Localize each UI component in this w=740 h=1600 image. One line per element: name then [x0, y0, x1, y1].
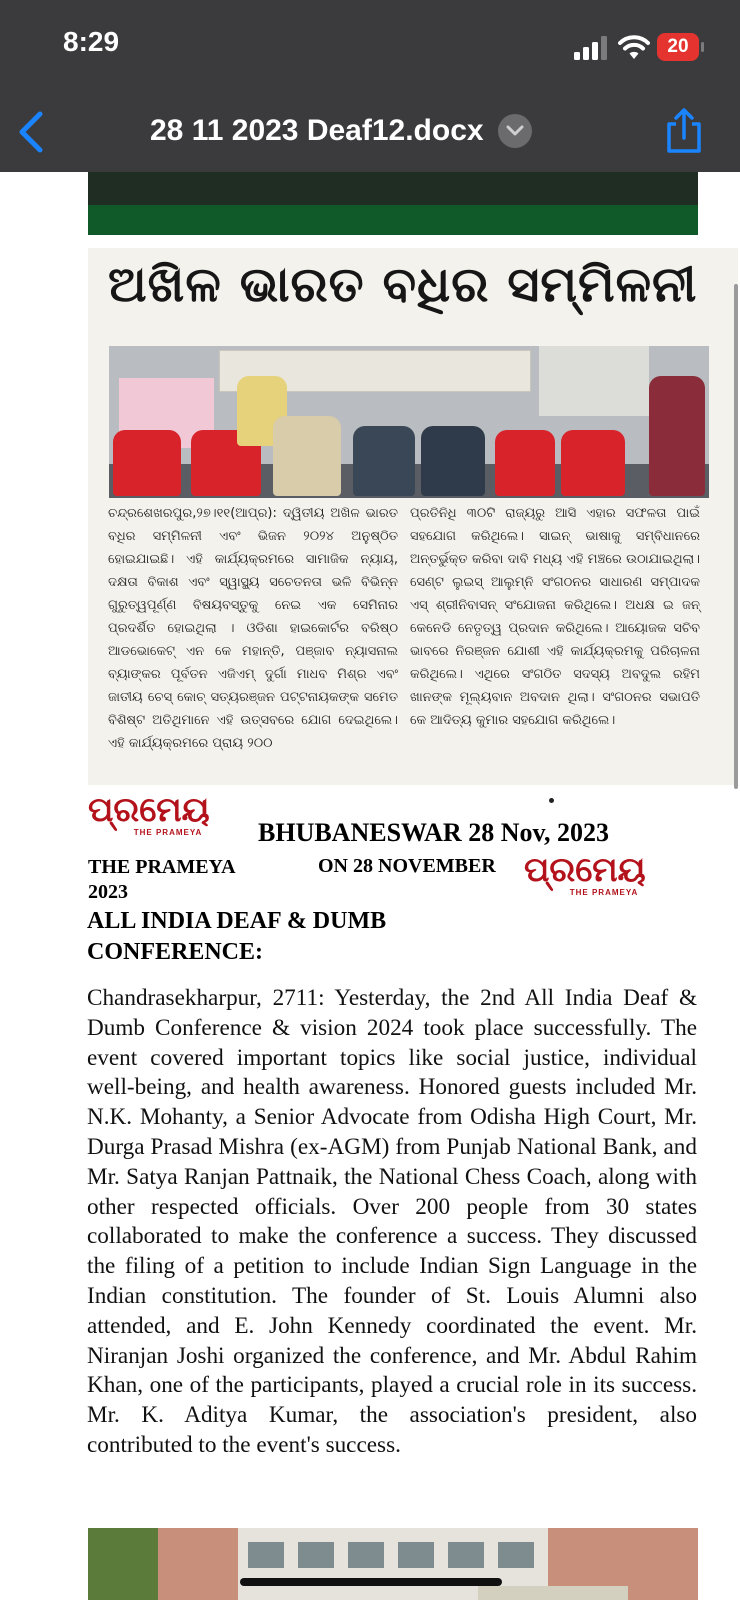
prameya-logo-secondary: [524, 852, 684, 904]
photo-tree: [88, 1528, 158, 1600]
prameya-logo-secondary-subtitle: THE PRAMEYA: [569, 888, 639, 897]
battery-level: 20: [667, 36, 689, 57]
person-4: [273, 416, 341, 496]
article-source-year: 2023: [88, 881, 128, 903]
building-window: [448, 1542, 484, 1568]
prameya-logo: [88, 792, 248, 844]
article-dateline: BHUBANESWAR 28 Nov, 2023: [258, 818, 610, 847]
top-bar: [0, 0, 740, 172]
status-time: 8:29: [63, 26, 120, 57]
person-8: [561, 430, 625, 496]
share-icon[interactable]: [664, 108, 704, 154]
article-body: Chandrasekharpur, 2711: Yesterday, the 2nd All India Deaf & Dumb Conference & vision 2024 took place successfully. The event covered important topics like social justice, individual well-being, and health awareness. Honored guests included Mr. N.K. Mohanty, a Senior Advocate from Odisha High Court, Mr. Durga Prasad Mishra (ex-AGM) from Punjab National Bank, and Mr. Satya Ranjan Pattnaik, the National Chess Coach, along with other respected officials. Over 200 people from 30 states collaborated to make the conference a success. They discussed the filing of a petition to include Indian Sign Language in the Indian constitution. The founder of St. Louis Alumni also attended, and E. John Kennedy coordinated the event. Mr. Niranjan Joshi organized the conference, and Mr. Abdul Rahim Khan, one of the participants, played a crucial role in its success. Mr. K. Aditya Kumar, the association's president, also contributed to the event's success.: [87, 985, 697, 1458]
photo-lawn: [88, 205, 698, 235]
photo-building: [238, 1528, 548, 1600]
text-dot: [549, 798, 554, 803]
newspaper-clipping: [88, 248, 738, 785]
article-headline: ALL INDIA DEAF & DUMB CONFERENCE:: [87, 908, 387, 965]
home-indicator[interactable]: [240, 1578, 502, 1586]
article-date-text: ON 28 NOVEMBER: [318, 855, 496, 877]
chevron-down-icon: [506, 125, 524, 137]
building-window: [398, 1542, 434, 1568]
prameya-logo-subtitle: THE PRAMEYA: [133, 828, 203, 837]
clipping-column-right: ପ୍ରତିନିଧି ୩୦ଟି ରାଜ୍ୟରୁ ଆସି ଏହାର ସଫଳତା ପାଇଁ ସହଯୋଗ କରିଥିଲେ। ସାଇନ୍ ଭାଷାକୁ ସମ୍ବିଧାନରେ ଅନ୍ତର୍ଭୁକ୍ତ କରିବା ଦାବି ମଧ୍ୟ ଏହି ମଞ୍ଚରେ ଉଠାଯାଇଥିଲା। ସେଣ୍ଟ ଲୁଇସ୍ ଆଲୁମ୍ନି ସଂଗଠନର ସାଧାରଣ ସମ୍ପାଦକ ଏସ୍ ଶ୍ରୀନିବାସନ୍ ସଂଯୋଜନା କରିଥିଲେ। ଅଧକ୍ଷ ଇ ଜନ୍ କେନେଡି ନେତୃତ୍ୱ ପ୍ରଦାନ କରିଥିଲେ। ଆୟୋଜକ ସଚିବ ଭାବରେ ନିରଞ୍ଜନ ଯୋଶୀ ଏହି କାର୍ଯ୍ୟକ୍ରମକୁ ପରିଚାଳନା କରିଥିଲେ। ଏଥିରେ ସଂଗଠିତ ସଦସ୍ୟ ଅବଦୁଲ ରହିମ ଖାନଙ୍କ ମୂଲ୍ୟବାନ ଅବଦାନ ଥିଲା। ସଂଗଠନର ସଭାପତି କେ ଆଦିତ୍ୟ କୁମାର ସହଯୋଗ କରିଥିଲେ।: [410, 506, 700, 728]
building-window: [248, 1542, 284, 1568]
person-6: [421, 426, 485, 496]
article-source: [88, 855, 236, 905]
prameya-logo-secondary-text: ପ୍ରମେୟ: [524, 850, 646, 890]
clipping-column-left: ଚନ୍ଦ୍ରଶେଖରପୁର,୨୭।୧୧(ଆପ୍ର): ଦ୍ୱିତୀୟ ଅଖିଳ ଭାରତ ବଧିର ସମ୍ମିଳନୀ ଏବଂ ଭିଜନ ୨୦୨୪ ଅନୁଷ୍ଠିତ ହୋଇଯାଇଛି। ଏହି କାର୍ଯ୍ୟକ୍ରମରେ ସାମାଜିକ ନ୍ୟାୟ, ଦକ୍ଷତା ବିକାଶ ଏବଂ ସ୍ୱାସ୍ଥ୍ୟ ସଚେତନତା ଭଳି ବିଭିନ୍ନ ଗୁରୁତ୍ୱପୂର୍ଣ୍ଣ ବିଷୟବସ୍ତୁକୁ ନେଇ ଏକ ସେମିନାର ପ୍ରଦର୍ଶିତ ହୋଇଥିଲା । ଓଡିଶା ହାଇକୋର୍ଟର ବରିଷ୍ଠ ଆଡଭୋକେଟ୍ ଏନ କେ ମହାନ୍ତି, ପଞ୍ଜାବ ନ୍ୟାସନାଲ ବ୍ୟାଙ୍କର ପୂର୍ବତନ ଏଜିଏମ୍ ଦୁର୍ଗା ମାଧବ ମିଶ୍ର ଏବଂ ଜାତୀୟ ଚେସ୍ କୋଚ୍ ସତ୍ୟରଞ୍ଜନ ପଟ୍ଟନାୟକଙ୍କ ସମେତ ବିଶିଷ୍ଟ ଅତିଥିମାନେ ଏହି ଉତ୍ସବରେ ଯୋଗ ଦେଇଥିଲେ। ଏହି କାର୍ଯ୍ୟକ୍ରମରେ ପ୍ରାୟ ୨୦୦: [108, 506, 398, 751]
document-scroll-indicator[interactable]: [734, 284, 738, 789]
building-window: [298, 1542, 334, 1568]
clipping-headline: ଅଖିଳ ଭାରତ ବଧିର ସମ୍ମିଳନୀ: [108, 256, 698, 313]
wifi-icon: [618, 34, 650, 60]
cellular-signal-icon: [574, 36, 610, 60]
building-window: [348, 1542, 384, 1568]
title-dropdown-button[interactable]: [498, 114, 532, 148]
person-5: [353, 426, 415, 496]
person-1: [113, 430, 181, 496]
bottom-photo-fragment: [88, 1528, 698, 1600]
building-window: [498, 1542, 534, 1568]
battery-icon: [657, 33, 705, 61]
person-9: [649, 376, 705, 496]
person-7: [495, 430, 555, 496]
event-stage-photo: [109, 346, 709, 498]
article-source-name: THE PRAMEYA: [88, 856, 236, 878]
stage-board: [539, 346, 649, 416]
building-sign: [478, 1586, 628, 1600]
document-title[interactable]: 28 11 2023 Deaf12.docx: [150, 114, 484, 147]
document-title-group[interactable]: [150, 108, 532, 154]
prameya-logo-text: ପ୍ରମେୟ: [88, 790, 210, 830]
back-chevron-icon[interactable]: [14, 110, 50, 154]
top-photo-fragment: [88, 172, 698, 235]
